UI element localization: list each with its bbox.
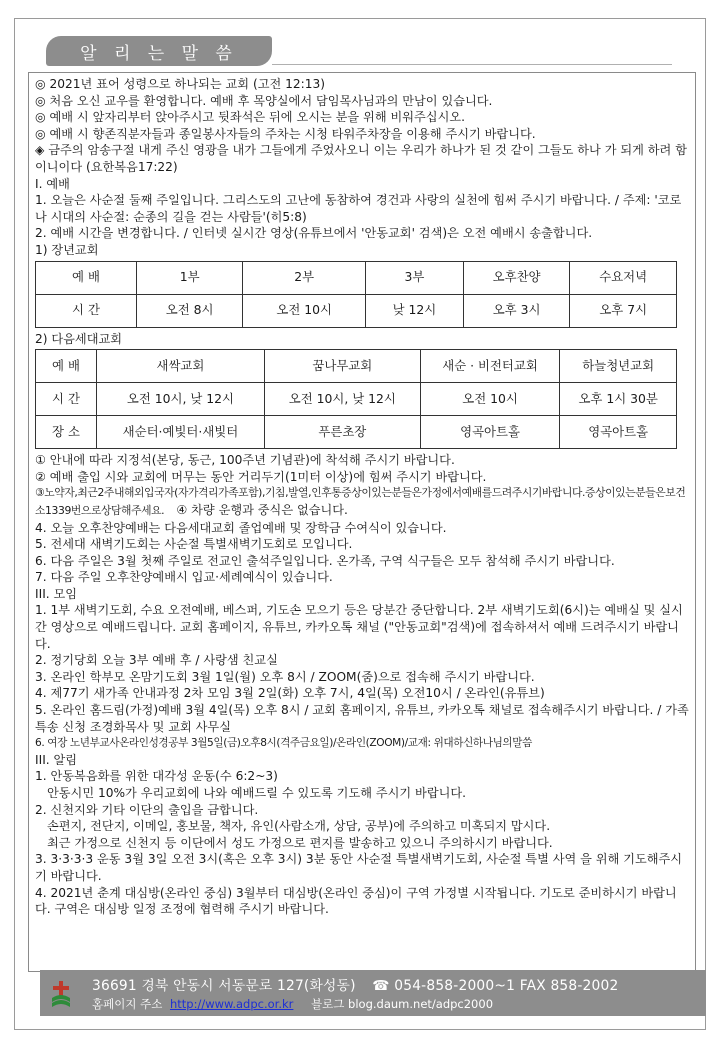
table-cell: 새순 · 비전터교회 [420, 350, 560, 383]
homepage-label: 홈페이지 주소 [92, 997, 163, 1011]
gathering-item-6: 6. 여장 노년부교사온라인성경공부 3월5일(금)오후8시(격주금요일)/온라인(ZOOM)/교재: 위대하신하나님의말씀 [35, 737, 532, 750]
announcement-1-title: 1. 안동복음화를 위한 대각성 운동(수 6:2~3) [35, 769, 278, 784]
announcement-2-title: 2. 신천지와 기타 이단의 출입을 금합니다. [35, 802, 259, 817]
table-cell: 푸른초장 [264, 416, 420, 449]
table-cell: 하늘청년교회 [560, 350, 677, 383]
table-cell: 영곡아트홀 [560, 416, 677, 449]
church-logo-icon [50, 980, 72, 1008]
notice-parking: ◎ 예배 시 향존직분자들과 종일봉사자들의 주차는 시청 타워주차장을 이용해 주시기 바랍니다. [35, 126, 536, 141]
adult-worship-table [35, 261, 677, 328]
table-row [36, 294, 677, 327]
announcement-2-body-2: 최근 가정으로 신천지 등 이단에서 성도 가정으로 편지를 발송하고 있으니 주의하시기 바랍니다. [47, 835, 553, 850]
table-cell: 오후찬양 [463, 261, 570, 294]
section-heading-gatherings: III. 모임 [35, 586, 78, 601]
table-cell: 꿈나무교회 [264, 350, 420, 383]
worship-guideline-1: ① 안내에 따라 지정석(본당, 동근, 100주년 기념관)에 착석해 주시기 바랍니다. [35, 453, 455, 468]
footer-contact [92, 974, 618, 994]
worship-guideline-3 [35, 485, 689, 519]
worship-guideline-4: ④ 차량 운행과 중식은 없습니다. [176, 502, 348, 517]
table-cell: 오전 10시 [420, 383, 560, 416]
announcement-4: 4. 2021년 춘계 대심방(온라인 중심) 3월부터 대심방(온라인 중심)이 구역 가정별 시작됩니다. 기도로 준비하시기 바랍니다. 구역은 대심방 일정 조정에 협력해 주시기 바랍니다. [35, 885, 677, 917]
table-cell: 오전 10시, 낮 12시 [97, 383, 265, 416]
worship-guideline-3-text: ③노약자,최근2주내해외입국자(자가격리가족포함),기침,발열,인후통증상이있는분들은가정에서예배를드려주시기바랍니다.증상이있는분들은보건소1339번으로상담해주세요. [35, 486, 686, 517]
table-cell: 시 간 [36, 294, 137, 327]
notice-seating: ◎ 예배 시 앞자리부터 앉아주시고 뒷좌석은 뒤에 오시는 분을 위해 비워주십시오. [35, 110, 465, 125]
adult-church-heading: 1) 장년교회 [35, 242, 99, 257]
worship-item-2: 2. 예배 시간을 변경합니다. / 인터넷 실시간 영상(유튜브에서 '안동교회' 검색)은 오전 예배시 송출합니다. [35, 226, 593, 241]
worship-item-1: 1. 오늘은 사순절 둘째 주일입니다. 그리스도의 고난에 동참하여 경건과 사랑의 실천에 힘써 주시기 바랍니다. / 주제: '코로나 시대의 사순절: 순종의 길을 걷는 사람들'(히5:8) [35, 193, 682, 224]
table-row [36, 350, 677, 383]
gathering-item-3: 3. 온라인 학부모 온맘기도회 3월 1일(월) 오후 8시 / ZOOM(줌)으로 접속해 주시기 바랍니다. [35, 669, 535, 684]
title-divider [272, 64, 672, 65]
table-cell: 예 배 [36, 261, 137, 294]
notice-memory-verse: ◈ 금주의 암송구절 내게 주신 영광을 내가 그들에게 주었사오니 이는 우리가 하나가 된 것 같이 그들도 하나 가 되게 하려 함이니이다 (요한복음17:22) [35, 143, 687, 174]
table-cell: 새싹교회 [97, 350, 265, 383]
table-cell: 시 간 [36, 383, 97, 416]
table-cell: 수요저녁 [570, 261, 677, 294]
worship-item-6: 6. 다음 주일은 3월 첫째 주일로 전교인 출석주일입니다. 온가족, 구역 식구들은 모두 참석해 주시기 바랍니다. [35, 553, 615, 568]
blog-address: 블로그 blog.daum.net/adpc2000 [311, 997, 494, 1011]
announcement-3: 3. 3·3·3·3 운동 3월 3일 오전 3시(혹은 오후 3시) 3분 동안 사순절 특별새벽기도회, 사순절 특별 사역 을 위해 기도해주시기 바랍니다. [35, 852, 683, 883]
church-phone: ☎ 054-858-2000~1 FAX 858-2002 [372, 978, 619, 994]
bulletin-content [28, 72, 696, 972]
section-heading-announcements: III. 알림 [35, 752, 78, 767]
table-cell: 오후 7시 [570, 294, 677, 327]
worship-item-5: 5. 전세대 새벽기도회는 사순절 특별새벽기도회로 모입니다. [35, 537, 353, 552]
next-gen-worship-table [35, 349, 677, 449]
gathering-item-1: 1. 1부 새벽기도회, 수요 오전예배, 베스퍼, 기도손 모으기 등은 당분간 중단합니다. 2부 새벽기도회(6시)는 예배실 및 실시간 영상으로 예배드립니다. 교회 홈페이지, 유튜브, 카카오톡 채널 ("안동교회"검색)에 접속하셔서 예배 드려주시기 바랍니다. [35, 603, 683, 651]
table-cell: 오전 8시 [137, 294, 243, 327]
worship-item-4: 4. 오늘 오후찬양예배는 다음세대교회 졸업예배 및 장학금 수여식이 있습니다. [35, 520, 447, 535]
table-cell: 오전 10시 [243, 294, 366, 327]
table-cell: 영곡아트홀 [420, 416, 560, 449]
table-row [36, 261, 677, 294]
homepage-link[interactable]: http://www.adpc.or.kr [169, 997, 294, 1011]
announcement-2-body-1: 손편지, 전단지, 이메일, 홍보물, 책자, 유인(사람소개, 상담, 공부)에 주의하고 미혹되지 맙시다. [47, 819, 551, 834]
table-cell: 1부 [137, 261, 243, 294]
footer [40, 970, 706, 1016]
section-heading-worship: I. 예배 [35, 176, 70, 191]
table-row [36, 383, 677, 416]
page-title: 알 리 는 말 씀 [46, 36, 272, 66]
gathering-item-4: 4. 제77기 새가족 안내과정 2차 모임 3월 2일(화) 오후 7시, 4일(목) 오전10시 / 온라인(유튜브) [35, 686, 545, 701]
table-cell: 오후 1시 30분 [560, 383, 677, 416]
announcement-1-body: 안동시민 10%가 우리교회에 나와 예배드릴 수 있도록 기도해 주시기 바랍니다. [47, 786, 467, 800]
table-row [36, 416, 677, 449]
notice-motto: ◎ 2021년 표어 성령으로 하나되는 교회 (고전 12:13) [35, 77, 325, 91]
church-address: 36691 경북 안동시 서동문로 127(화성동) [92, 978, 356, 994]
footer-web [92, 996, 493, 1012]
table-cell: 예 배 [36, 350, 97, 383]
next-gen-church-heading: 2) 다음세대교회 [35, 331, 123, 346]
gathering-item-2: 2. 정기당회 오늘 3부 예배 후 / 사랑샘 친교실 [35, 653, 278, 668]
table-cell: 3부 [366, 261, 464, 294]
table-cell: 2부 [243, 261, 366, 294]
table-cell: 새순터·예빛터·새빛터 [97, 416, 265, 449]
gathering-item-5: 5. 온라인 홈드림(가정)예배 3월 4일(목) 오후 8시 / 교회 홈페이지, 유튜브, 카카오톡 채널로 접속해주시기 바랍니다. / 가족 특송 신청 조경화목사 및 교회 사무실 [35, 703, 689, 734]
table-cell: 장 소 [36, 416, 97, 449]
table-cell: 오전 10시, 낮 12시 [264, 383, 420, 416]
notice-welcome: ◎ 처음 오신 교우를 환영합니다. 예배 후 목양실에서 담임목사님과의 만남이 있습니다. [35, 93, 493, 108]
worship-guideline-2: ② 예배 출입 시와 교회에 머무는 동안 거리두기(1미터 이상)에 힘써 주시기 바랍니다. [35, 469, 487, 484]
worship-item-7: 7. 다음 주일 오후찬양예배시 입교·세례예식이 있습니다. [35, 570, 333, 585]
table-cell: 오후 3시 [463, 294, 570, 327]
table-cell: 낮 12시 [366, 294, 464, 327]
